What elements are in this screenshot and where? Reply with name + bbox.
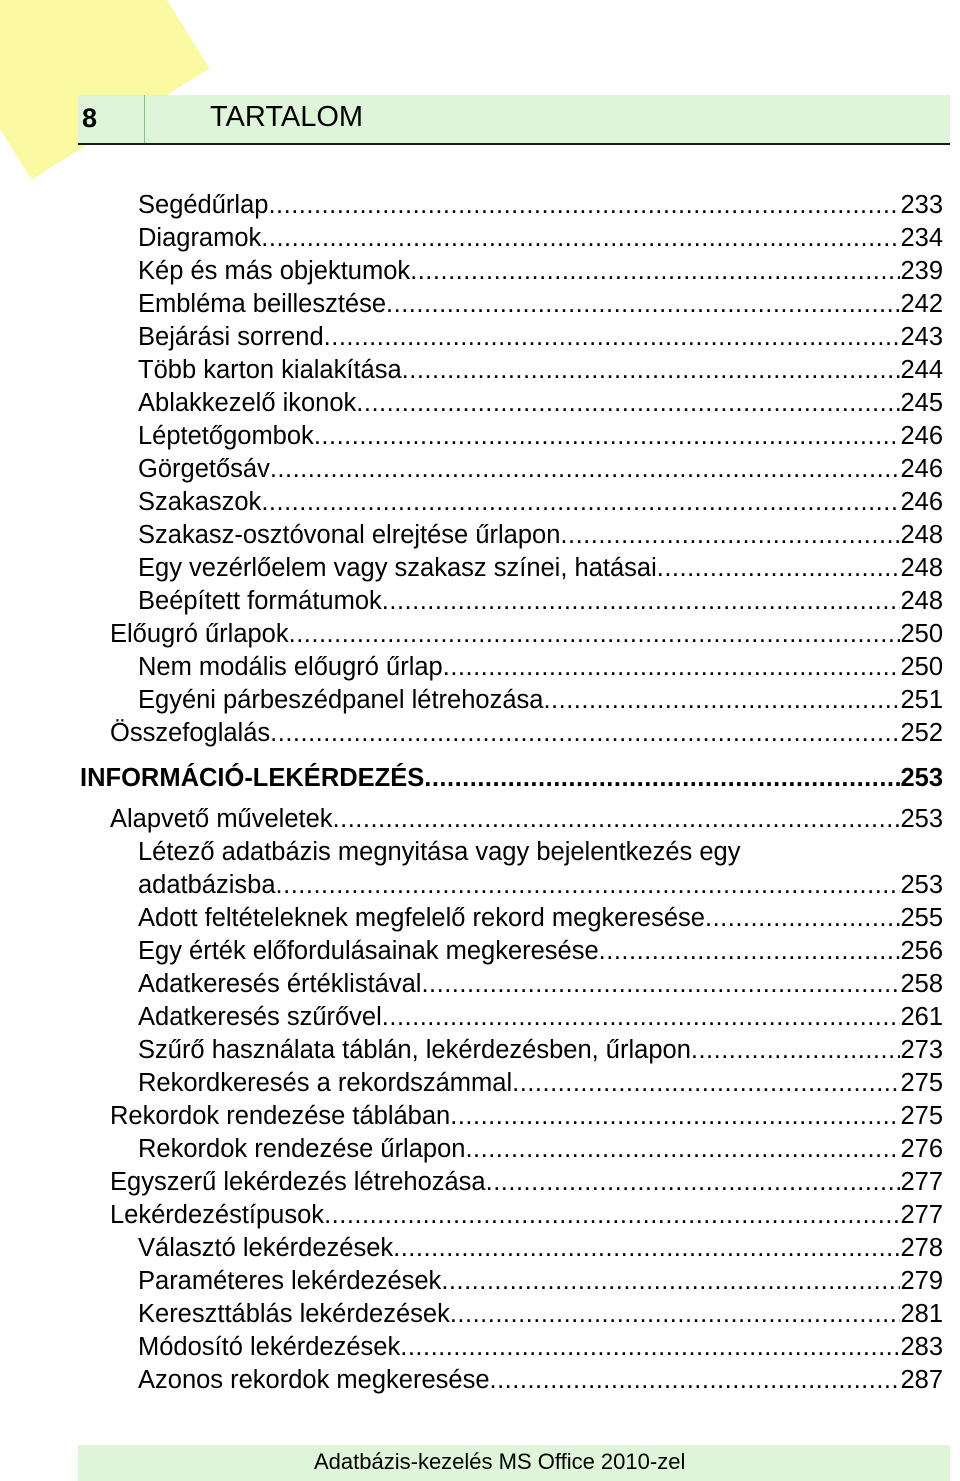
toc-page-number: 246	[900, 488, 943, 516]
toc-entry-title: Adatkeresés szűrővel	[138, 1003, 382, 1031]
toc-entry[interactable]	[138, 189, 943, 221]
toc-leader-dots	[261, 222, 900, 254]
toc-page-number: 253	[900, 805, 943, 833]
toc-page-number: 234	[900, 224, 943, 252]
toc-entry-title: Szűrő használata táblán, lekérdezésben, űrlapon	[138, 1036, 691, 1064]
toc-entry[interactable]	[110, 1199, 943, 1231]
toc-entry-title: Embléma beillesztése	[138, 290, 387, 318]
toc-entry-title: Görgetősáv	[138, 455, 270, 483]
header-divider	[144, 95, 145, 143]
toc-entry[interactable]	[80, 762, 943, 794]
toc-entry-title: Egy érték előfordulásainak megkeresése	[138, 937, 599, 965]
toc-entry[interactable]	[138, 1067, 943, 1099]
footer-text: Adatbázis-kezelés MS Office 2010-zel	[314, 1449, 686, 1474]
toc-leader-dots	[276, 869, 901, 901]
toc-page-number: 273	[900, 1036, 943, 1064]
toc-page-number: 251	[900, 686, 943, 714]
toc-entry-title: Kép és más objektumok	[138, 257, 411, 285]
toc-page-number: 276	[900, 1135, 943, 1163]
toc-leader-dots	[382, 585, 901, 617]
toc-page-number: 281	[900, 1300, 943, 1328]
toc-page-number: 275	[900, 1069, 943, 1097]
toc-entry-title: Egyéni párbeszédpanel létrehozása	[138, 686, 544, 714]
toc-leader-dots	[314, 420, 901, 452]
toc-page-number: 283	[900, 1333, 943, 1361]
toc-page-number: 248	[900, 554, 943, 582]
toc-page-number: 248	[900, 587, 943, 615]
toc-leader-dots	[543, 684, 900, 716]
toc-leader-dots	[512, 1067, 900, 1099]
toc-entry[interactable]	[138, 519, 943, 551]
toc-page-number: 253	[900, 871, 943, 899]
toc-leader-dots	[268, 189, 900, 221]
toc-entry-title: Paraméteres lekérdezések	[138, 1267, 442, 1295]
toc-page-number: 246	[900, 422, 943, 450]
toc-page-number: 250	[900, 653, 943, 681]
toc-entry-title: Diagramok	[138, 224, 262, 252]
toc-leader-dots	[441, 1265, 900, 1297]
toc-page-number: 279	[900, 1267, 943, 1295]
toc-leader-dots	[270, 717, 900, 749]
toc-entry[interactable]	[138, 486, 943, 518]
toc-leader-dots	[382, 1001, 901, 1033]
toc-page-number: 242	[900, 290, 943, 318]
toc-entry[interactable]	[138, 1034, 943, 1066]
toc-entry[interactable]	[138, 1364, 943, 1396]
toc-page-number: 261	[900, 1003, 943, 1031]
toc-page-number: 287	[900, 1366, 943, 1394]
toc-entry-title: Beépített formátumok	[138, 587, 382, 615]
sticky-note-decoration	[0, 0, 210, 180]
toc-entry[interactable]	[138, 684, 943, 716]
toc-page-number: 246	[900, 455, 943, 483]
toc-page-number: 256	[900, 937, 943, 965]
toc-leader-dots	[450, 1298, 901, 1330]
toc-entry[interactable]	[138, 651, 943, 683]
toc-entry-title: Alapvető műveletek	[110, 805, 333, 833]
toc-entry-title: Szakasz-osztóvonal elrejtése űrlapon	[138, 521, 561, 549]
toc-entry[interactable]	[138, 321, 943, 353]
toc-entry-title: Léptetőgombok	[138, 422, 314, 450]
toc-entry-title: Összefoglalás	[110, 719, 271, 747]
toc-entry[interactable]	[138, 1232, 943, 1264]
toc-page-number: 243	[900, 323, 943, 351]
toc-entry-title: adatbázisba	[138, 871, 276, 899]
toc-entry[interactable]	[110, 717, 943, 749]
toc-entry-title: Előugró űrlapok	[110, 620, 289, 648]
toc-page-number: 255	[900, 904, 943, 932]
toc-entry-title: Nem modális előugró űrlap	[138, 653, 443, 681]
toc-entry-title: INFORMÁCIÓ-LEKÉRDEZÉS	[80, 764, 425, 792]
toc-entry-title: Kereszttáblás lekérdezések	[138, 1300, 450, 1328]
toc-entry-title: Bejárási sorrend	[138, 323, 324, 351]
toc-leader-dots	[705, 902, 900, 934]
page-number: 8	[82, 103, 98, 133]
toc-leader-dots	[324, 1199, 900, 1231]
toc-leader-dots	[333, 803, 901, 835]
toc-entry[interactable]	[138, 552, 943, 584]
toc-leader-dots	[400, 1331, 900, 1363]
toc-entry-title: Adatkeresés értéklistával	[138, 970, 422, 998]
page-header	[78, 95, 950, 145]
toc-entry-title: Egy vezérlőelem vagy szakasz színei, hatásai	[138, 554, 657, 582]
toc-entry-title: Választó lekérdezések	[138, 1234, 394, 1262]
toc-entry-title: Több karton kialakítása	[138, 356, 402, 384]
toc-entry[interactable]	[138, 288, 943, 320]
toc-page-number: 258	[900, 970, 943, 998]
toc-leader-dots	[289, 618, 901, 650]
toc-leader-dots	[402, 354, 901, 386]
toc-leader-dots	[657, 552, 901, 584]
toc-entry-title: Adott feltételeknek megfelelő rekord megkeresése	[138, 904, 705, 932]
toc-entry-title: Rekordkeresés a rekordszámmal	[138, 1069, 513, 1097]
toc-entry[interactable]	[138, 968, 943, 1000]
toc-page-number: 252	[900, 719, 943, 747]
toc-page-number: 233	[900, 191, 943, 219]
toc-leader-dots	[490, 1364, 901, 1396]
toc-leader-dots	[691, 1034, 901, 1066]
toc-leader-dots	[410, 255, 900, 287]
toc-entry-title: Rekordok rendezése űrlapon	[138, 1135, 466, 1163]
toc-leader-dots	[443, 651, 901, 683]
toc-entry-title: Szakaszok	[138, 488, 262, 516]
toc-page-number: 277	[900, 1201, 943, 1229]
toc-leader-dots	[324, 321, 901, 353]
toc-leader-dots	[393, 1232, 900, 1264]
toc-page-number: 250	[900, 620, 943, 648]
toc-leader-dots	[465, 1133, 900, 1165]
toc-page-number: 275	[900, 1102, 943, 1130]
toc-entry[interactable]	[138, 354, 943, 386]
toc-entry[interactable]	[138, 935, 943, 967]
toc-entry[interactable]	[110, 1100, 943, 1132]
toc-leader-dots	[424, 762, 900, 794]
toc-entry[interactable]	[138, 255, 943, 287]
toc-entry[interactable]	[138, 453, 943, 485]
toc-entry-title: Azonos rekordok megkeresése	[138, 1366, 490, 1394]
toc-entry[interactable]	[138, 222, 943, 254]
toc-entry-title: Egyszerű lekérdezés létrehozása	[110, 1168, 486, 1196]
toc-leader-dots	[261, 486, 900, 518]
toc-entry-title: Ablakkezelő ikonok	[138, 389, 357, 417]
toc-entry[interactable]	[138, 1298, 943, 1330]
toc-leader-dots	[270, 453, 901, 485]
toc-page-number: 253	[900, 764, 943, 792]
toc-entry[interactable]	[110, 1166, 943, 1198]
toc-entry-title: Lekérdezéstípusok	[110, 1201, 325, 1229]
toc-page-number: 278	[900, 1234, 943, 1262]
toc-entry[interactable]	[138, 1265, 943, 1297]
toc-entry[interactable]	[138, 585, 943, 617]
toc-page-number: 239	[900, 257, 943, 285]
toc-entry[interactable]	[138, 869, 943, 901]
toc-entry[interactable]	[110, 803, 943, 835]
toc-page-number: 245	[900, 389, 943, 417]
page-title: TARTALOM	[210, 101, 364, 133]
toc-page-number: 244	[900, 356, 943, 384]
toc-entry-title: Segédűrlap	[138, 191, 269, 219]
page-footer	[78, 1445, 950, 1481]
toc-page-number: 277	[900, 1168, 943, 1196]
toc-leader-dots	[599, 935, 901, 967]
toc-entry[interactable]	[138, 420, 943, 452]
toc-leader-dots	[560, 519, 900, 551]
toc-leader-dots	[421, 968, 900, 1000]
toc-entry-title-line[interactable]: Létező adatbázis megnyitása vagy bejelentkezés egy	[138, 838, 741, 866]
toc-entry[interactable]	[110, 618, 943, 650]
toc-entry-title: Rekordok rendezése táblában	[110, 1102, 451, 1130]
toc-page-number: 248	[900, 521, 943, 549]
toc-entry[interactable]	[138, 902, 943, 934]
toc-leader-dots	[450, 1100, 900, 1132]
toc-entry[interactable]	[138, 387, 943, 419]
toc-entry[interactable]	[138, 1331, 943, 1363]
toc-entry[interactable]	[138, 1133, 943, 1165]
toc-leader-dots	[356, 387, 900, 419]
toc-leader-dots	[386, 288, 900, 320]
toc-entry-title: Módosító lekérdezések	[138, 1333, 401, 1361]
toc-leader-dots	[486, 1166, 901, 1198]
toc-entry[interactable]	[138, 1001, 943, 1033]
